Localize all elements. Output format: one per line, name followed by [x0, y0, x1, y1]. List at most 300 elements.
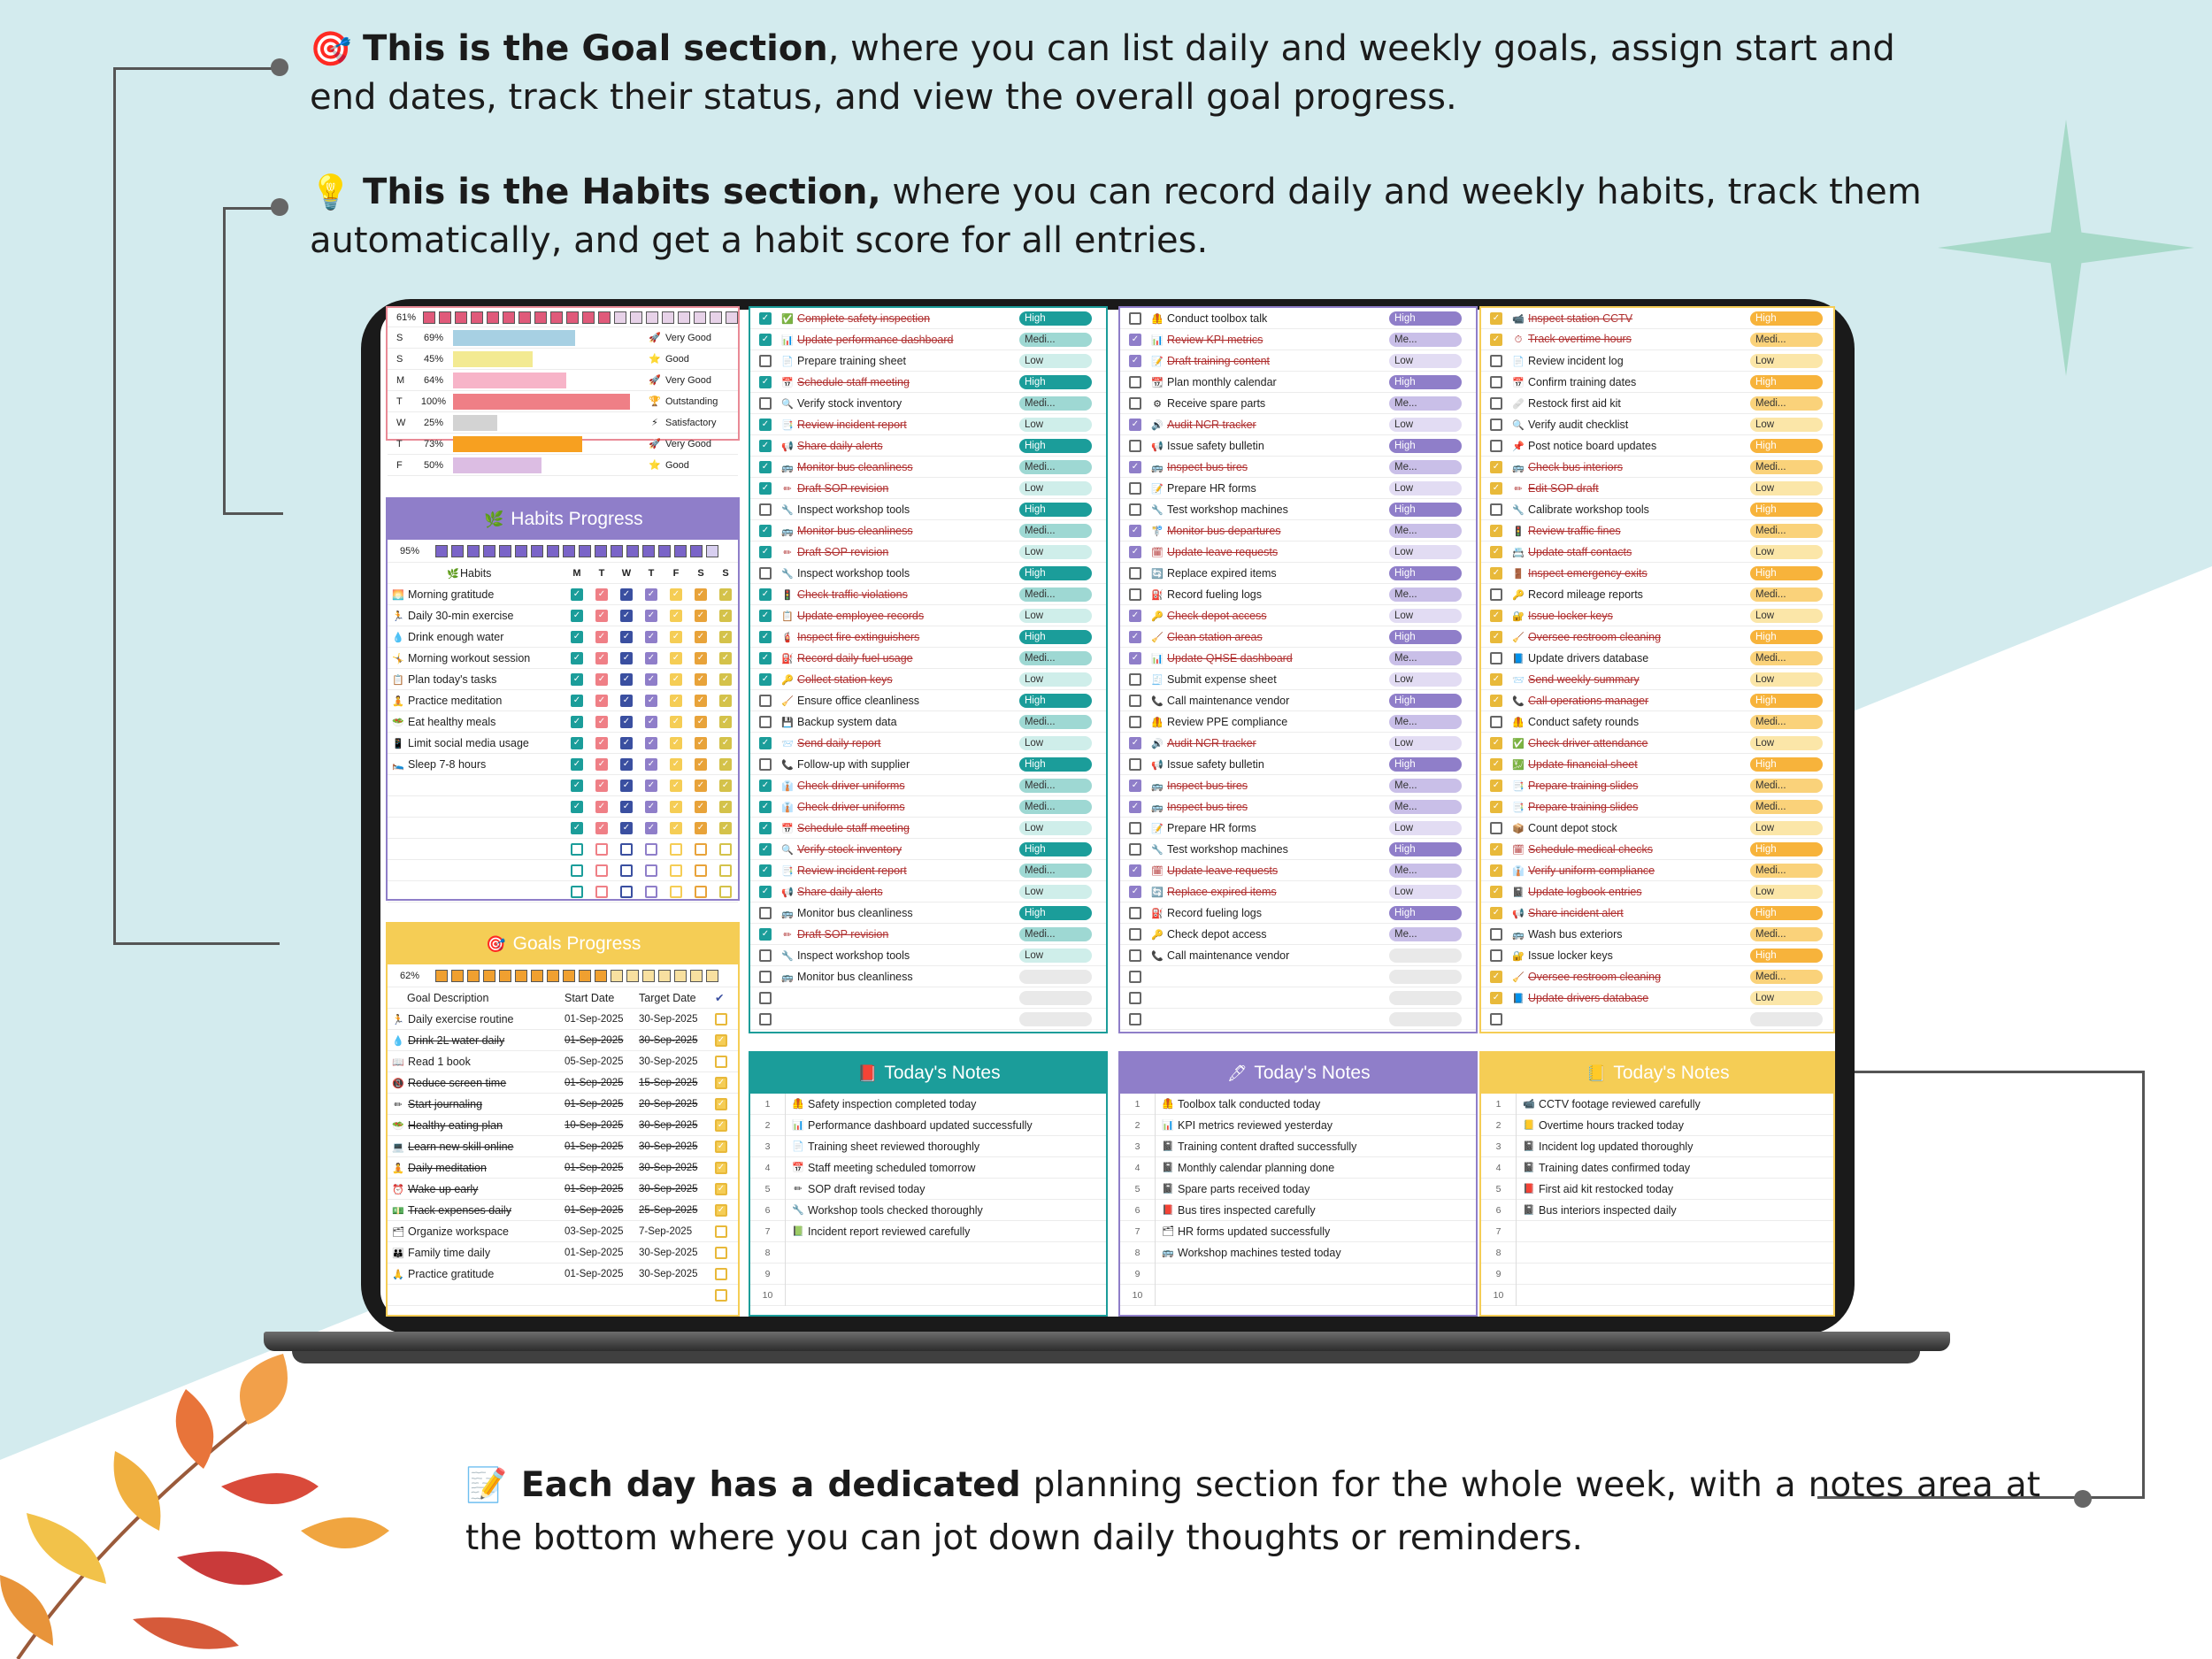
- priority-badge[interactable]: [1750, 736, 1823, 750]
- priority-badge[interactable]: [1750, 885, 1823, 899]
- habit-checkbox[interactable]: ✓: [645, 758, 657, 771]
- priority-badge[interactable]: [1019, 418, 1092, 432]
- task-checkbox[interactable]: ✓: [1490, 482, 1502, 495]
- task-checkbox[interactable]: [1490, 503, 1502, 516]
- priority-badge[interactable]: [1019, 311, 1092, 326]
- priority-badge[interactable]: [1019, 333, 1092, 347]
- priority-badge[interactable]: [1019, 396, 1092, 411]
- task-checkbox[interactable]: ✓: [759, 631, 772, 643]
- task-checkbox[interactable]: [1490, 355, 1502, 367]
- habit-checkbox[interactable]: ✓: [620, 801, 633, 813]
- habit-checkbox[interactable]: ✓: [670, 758, 682, 771]
- goal-checkbox[interactable]: ✓: [715, 1098, 727, 1110]
- task-checkbox[interactable]: ✓: [759, 886, 772, 898]
- habit-checkbox[interactable]: ✓: [571, 737, 583, 749]
- priority-badge[interactable]: [1750, 694, 1823, 708]
- task-checkbox[interactable]: [1129, 758, 1141, 771]
- priority-badge[interactable]: [1019, 970, 1092, 984]
- priority-badge[interactable]: [1389, 991, 1462, 1005]
- note-row[interactable]: [1481, 1242, 1833, 1263]
- priority-badge[interactable]: [1019, 439, 1092, 453]
- task-checkbox[interactable]: ✓: [1490, 312, 1502, 325]
- task-checkbox[interactable]: ✓: [759, 864, 772, 877]
- habit-checkbox[interactable]: ✓: [695, 610, 707, 622]
- task-checkbox[interactable]: ✓: [1490, 971, 1502, 983]
- priority-badge[interactable]: [1750, 524, 1823, 538]
- priority-badge[interactable]: [1019, 991, 1092, 1005]
- note-row[interactable]: [750, 1136, 1106, 1157]
- habit-checkbox[interactable]: ✓: [719, 652, 732, 664]
- priority-badge[interactable]: [1750, 545, 1823, 559]
- priority-badge[interactable]: [1019, 354, 1092, 368]
- priority-badge[interactable]: [1389, 460, 1462, 474]
- habit-checkbox[interactable]: [595, 886, 608, 898]
- task-checkbox[interactable]: [759, 949, 772, 962]
- priority-badge[interactable]: [1389, 396, 1462, 411]
- note-row[interactable]: [750, 1263, 1106, 1285]
- task-checkbox[interactable]: ✓: [759, 928, 772, 941]
- priority-badge[interactable]: [1389, 842, 1462, 856]
- task-checkbox[interactable]: ✓: [759, 525, 772, 537]
- task-checkbox[interactable]: ✓: [1129, 864, 1141, 877]
- priority-badge[interactable]: [1019, 1012, 1092, 1026]
- habit-checkbox[interactable]: ✓: [595, 631, 608, 643]
- task-checkbox[interactable]: ✓: [759, 652, 772, 664]
- priority-badge[interactable]: [1019, 481, 1092, 495]
- habit-checkbox[interactable]: ✓: [719, 588, 732, 601]
- priority-badge[interactable]: [1019, 672, 1092, 687]
- task-checkbox[interactable]: ✓: [759, 673, 772, 686]
- task-checkbox[interactable]: ✓: [1490, 334, 1502, 346]
- habit-checkbox[interactable]: ✓: [695, 737, 707, 749]
- habit-checkbox[interactable]: ✓: [645, 780, 657, 792]
- habit-checkbox[interactable]: ✓: [571, 588, 583, 601]
- habit-checkbox[interactable]: ✓: [620, 695, 633, 707]
- habit-checkbox[interactable]: ✓: [595, 780, 608, 792]
- habit-checkbox[interactable]: [670, 886, 682, 898]
- priority-badge[interactable]: [1750, 333, 1823, 347]
- priority-badge[interactable]: [1019, 651, 1092, 665]
- task-checkbox[interactable]: ✓: [759, 737, 772, 749]
- task-checkbox[interactable]: [1490, 928, 1502, 941]
- priority-badge[interactable]: [1019, 545, 1092, 559]
- priority-badge[interactable]: [1389, 757, 1462, 772]
- task-checkbox[interactable]: [1129, 949, 1141, 962]
- task-checkbox[interactable]: ✓: [759, 482, 772, 495]
- priority-badge[interactable]: [1019, 588, 1092, 602]
- priority-badge[interactable]: [1389, 503, 1462, 517]
- task-checkbox[interactable]: [1129, 928, 1141, 941]
- priority-badge[interactable]: [1019, 800, 1092, 814]
- goal-checkbox[interactable]: ✓: [715, 1034, 727, 1047]
- goal-checkbox[interactable]: ✓: [715, 1077, 727, 1089]
- priority-badge[interactable]: [1389, 694, 1462, 708]
- task-checkbox[interactable]: [759, 355, 772, 367]
- task-checkbox[interactable]: ✓: [1490, 843, 1502, 856]
- habit-checkbox[interactable]: ✓: [645, 588, 657, 601]
- habit-checkbox[interactable]: ✓: [670, 801, 682, 813]
- task-checkbox[interactable]: [1129, 907, 1141, 919]
- habit-checkbox[interactable]: [645, 864, 657, 877]
- task-checkbox[interactable]: [759, 758, 772, 771]
- habit-checkbox[interactable]: ✓: [571, 716, 583, 728]
- note-row[interactable]: [1481, 1179, 1833, 1200]
- task-checkbox[interactable]: [759, 567, 772, 580]
- priority-badge[interactable]: [1019, 842, 1092, 856]
- task-checkbox[interactable]: [1129, 822, 1141, 834]
- habit-checkbox[interactable]: ✓: [595, 758, 608, 771]
- habit-checkbox[interactable]: ✓: [620, 652, 633, 664]
- habit-checkbox[interactable]: ✓: [620, 822, 633, 834]
- habit-checkbox[interactable]: ✓: [670, 737, 682, 749]
- note-row[interactable]: [1481, 1263, 1833, 1285]
- habit-checkbox[interactable]: ✓: [695, 780, 707, 792]
- task-checkbox[interactable]: ✓: [759, 461, 772, 473]
- habit-checkbox[interactable]: ✓: [645, 631, 657, 643]
- task-checkbox[interactable]: ✓: [1490, 801, 1502, 813]
- goal-checkbox[interactable]: ✓: [715, 1204, 727, 1217]
- note-row[interactable]: [1481, 1115, 1833, 1136]
- task-checkbox[interactable]: ✓: [759, 588, 772, 601]
- priority-badge[interactable]: [1389, 779, 1462, 793]
- habit-checkbox[interactable]: ✓: [620, 780, 633, 792]
- task-checkbox[interactable]: ✓: [1129, 419, 1141, 431]
- task-checkbox[interactable]: ✓: [1490, 673, 1502, 686]
- task-checkbox[interactable]: [759, 397, 772, 410]
- habit-checkbox[interactable]: ✓: [695, 673, 707, 686]
- habit-checkbox[interactable]: ✓: [620, 588, 633, 601]
- priority-badge[interactable]: [1389, 481, 1462, 495]
- habit-checkbox[interactable]: ✓: [595, 695, 608, 707]
- habit-checkbox[interactable]: [695, 886, 707, 898]
- priority-badge[interactable]: [1750, 779, 1823, 793]
- habit-checkbox[interactable]: ✓: [571, 652, 583, 664]
- task-checkbox[interactable]: ✓: [1490, 907, 1502, 919]
- habit-checkbox[interactable]: ✓: [620, 631, 633, 643]
- priority-badge[interactable]: [1019, 715, 1092, 729]
- habit-checkbox[interactable]: ✓: [719, 610, 732, 622]
- priority-badge[interactable]: [1750, 396, 1823, 411]
- note-row[interactable]: [750, 1200, 1106, 1221]
- task-checkbox[interactable]: ✓: [1129, 334, 1141, 346]
- habit-checkbox[interactable]: ✓: [571, 822, 583, 834]
- habit-checkbox[interactable]: ✓: [670, 695, 682, 707]
- priority-badge[interactable]: [1750, 503, 1823, 517]
- priority-badge[interactable]: [1019, 757, 1092, 772]
- priority-badge[interactable]: [1019, 524, 1092, 538]
- habit-checkbox[interactable]: [695, 864, 707, 877]
- priority-badge[interactable]: [1019, 375, 1092, 389]
- habit-checkbox[interactable]: [695, 843, 707, 856]
- habit-checkbox[interactable]: ✓: [670, 780, 682, 792]
- task-checkbox[interactable]: ✓: [759, 440, 772, 452]
- habit-checkbox[interactable]: ✓: [695, 822, 707, 834]
- priority-badge[interactable]: [1019, 927, 1092, 941]
- priority-badge[interactable]: [1750, 672, 1823, 687]
- task-checkbox[interactable]: [1490, 652, 1502, 664]
- habit-checkbox[interactable]: [645, 886, 657, 898]
- habit-checkbox[interactable]: ✓: [595, 737, 608, 749]
- habit-checkbox[interactable]: ✓: [645, 695, 657, 707]
- task-checkbox[interactable]: ✓: [1490, 567, 1502, 580]
- task-checkbox[interactable]: ✓: [1129, 546, 1141, 558]
- task-checkbox[interactable]: ✓: [1490, 461, 1502, 473]
- goal-checkbox[interactable]: [715, 1247, 727, 1259]
- task-checkbox[interactable]: ✓: [759, 843, 772, 856]
- priority-badge[interactable]: [1019, 609, 1092, 623]
- habit-checkbox[interactable]: ✓: [719, 780, 732, 792]
- habit-checkbox[interactable]: ✓: [571, 610, 583, 622]
- priority-badge[interactable]: [1019, 779, 1092, 793]
- goal-checkbox[interactable]: [715, 1268, 727, 1280]
- task-checkbox[interactable]: ✓: [1129, 737, 1141, 749]
- priority-badge[interactable]: [1750, 375, 1823, 389]
- task-checkbox[interactable]: ✓: [1490, 886, 1502, 898]
- priority-badge[interactable]: [1389, 715, 1462, 729]
- habit-checkbox[interactable]: ✓: [645, 801, 657, 813]
- task-checkbox[interactable]: [1129, 695, 1141, 707]
- note-row[interactable]: [750, 1221, 1106, 1242]
- habit-checkbox[interactable]: ✓: [571, 758, 583, 771]
- note-row[interactable]: [1481, 1200, 1833, 1221]
- priority-badge[interactable]: [1019, 906, 1092, 920]
- task-checkbox[interactable]: ✓: [759, 546, 772, 558]
- priority-badge[interactable]: [1019, 736, 1092, 750]
- task-checkbox[interactable]: [1129, 971, 1141, 983]
- priority-badge[interactable]: [1750, 757, 1823, 772]
- goal-checkbox[interactable]: [715, 1056, 727, 1068]
- habit-checkbox[interactable]: ✓: [620, 716, 633, 728]
- habit-checkbox[interactable]: ✓: [571, 780, 583, 792]
- task-checkbox[interactable]: ✓: [1129, 355, 1141, 367]
- habit-checkbox[interactable]: ✓: [595, 801, 608, 813]
- task-checkbox[interactable]: ✓: [1490, 546, 1502, 558]
- habit-checkbox[interactable]: ✓: [645, 737, 657, 749]
- note-row[interactable]: [1120, 1242, 1476, 1263]
- task-checkbox[interactable]: ✓: [759, 822, 772, 834]
- habit-checkbox[interactable]: ✓: [620, 673, 633, 686]
- priority-badge[interactable]: [1389, 588, 1462, 602]
- task-checkbox[interactable]: [1129, 716, 1141, 728]
- priority-badge[interactable]: [1750, 715, 1823, 729]
- priority-badge[interactable]: [1389, 566, 1462, 580]
- habit-checkbox[interactable]: [620, 843, 633, 856]
- task-checkbox[interactable]: [1490, 716, 1502, 728]
- priority-badge[interactable]: [1389, 736, 1462, 750]
- goal-checkbox[interactable]: [715, 1013, 727, 1025]
- task-checkbox[interactable]: ✓: [759, 334, 772, 346]
- priority-badge[interactable]: [1389, 333, 1462, 347]
- priority-badge[interactable]: [1750, 821, 1823, 835]
- habit-checkbox[interactable]: ✓: [645, 652, 657, 664]
- habit-checkbox[interactable]: ✓: [620, 610, 633, 622]
- habit-checkbox[interactable]: ✓: [695, 758, 707, 771]
- priority-badge[interactable]: [1389, 545, 1462, 559]
- priority-badge[interactable]: [1389, 885, 1462, 899]
- task-checkbox[interactable]: ✓: [759, 780, 772, 792]
- habit-checkbox[interactable]: ✓: [595, 588, 608, 601]
- task-checkbox[interactable]: [759, 716, 772, 728]
- priority-badge[interactable]: [1389, 864, 1462, 878]
- task-checkbox[interactable]: ✓: [1490, 992, 1502, 1004]
- task-checkbox[interactable]: [1490, 376, 1502, 388]
- habit-checkbox[interactable]: ✓: [645, 716, 657, 728]
- habit-checkbox[interactable]: ✓: [695, 652, 707, 664]
- note-row[interactable]: [1481, 1221, 1833, 1242]
- habit-checkbox[interactable]: ✓: [620, 737, 633, 749]
- note-row[interactable]: [750, 1285, 1106, 1306]
- task-checkbox[interactable]: [1129, 440, 1141, 452]
- task-checkbox[interactable]: [759, 695, 772, 707]
- habit-checkbox[interactable]: ✓: [670, 631, 682, 643]
- habit-checkbox[interactable]: ✓: [719, 758, 732, 771]
- habit-checkbox[interactable]: ✓: [571, 631, 583, 643]
- habit-checkbox[interactable]: ✓: [571, 673, 583, 686]
- priority-badge[interactable]: [1750, 927, 1823, 941]
- habit-checkbox[interactable]: ✓: [695, 716, 707, 728]
- task-checkbox[interactable]: [759, 503, 772, 516]
- task-checkbox[interactable]: ✓: [1129, 652, 1141, 664]
- priority-badge[interactable]: [1750, 842, 1823, 856]
- task-checkbox[interactable]: ✓: [1490, 525, 1502, 537]
- priority-badge[interactable]: [1389, 439, 1462, 453]
- note-row[interactable]: [1120, 1179, 1476, 1200]
- priority-badge[interactable]: [1389, 651, 1462, 665]
- habit-checkbox[interactable]: ✓: [670, 610, 682, 622]
- priority-badge[interactable]: [1389, 949, 1462, 963]
- task-checkbox[interactable]: ✓: [1490, 864, 1502, 877]
- priority-badge[interactable]: [1389, 800, 1462, 814]
- priority-badge[interactable]: [1389, 927, 1462, 941]
- task-checkbox[interactable]: ✓: [1490, 695, 1502, 707]
- task-checkbox[interactable]: [1490, 397, 1502, 410]
- habit-checkbox[interactable]: ✓: [645, 610, 657, 622]
- habit-checkbox[interactable]: ✓: [670, 652, 682, 664]
- priority-badge[interactable]: [1750, 566, 1823, 580]
- priority-badge[interactable]: [1019, 503, 1092, 517]
- priority-badge[interactable]: [1750, 970, 1823, 984]
- note-row[interactable]: [1481, 1285, 1833, 1306]
- task-checkbox[interactable]: ✓: [1490, 758, 1502, 771]
- task-checkbox[interactable]: [1490, 588, 1502, 601]
- priority-badge[interactable]: [1750, 588, 1823, 602]
- habit-checkbox[interactable]: ✓: [719, 673, 732, 686]
- note-row[interactable]: [1120, 1263, 1476, 1285]
- note-row[interactable]: [750, 1115, 1106, 1136]
- task-checkbox[interactable]: ✓: [759, 801, 772, 813]
- note-row[interactable]: [1481, 1094, 1833, 1115]
- task-checkbox[interactable]: ✓: [1490, 631, 1502, 643]
- habit-checkbox[interactable]: [670, 843, 682, 856]
- priority-badge[interactable]: [1750, 651, 1823, 665]
- task-checkbox[interactable]: [1129, 673, 1141, 686]
- priority-badge[interactable]: [1389, 311, 1462, 326]
- habit-checkbox[interactable]: ✓: [719, 822, 732, 834]
- task-checkbox[interactable]: [1490, 419, 1502, 431]
- habit-checkbox[interactable]: ✓: [670, 673, 682, 686]
- priority-badge[interactable]: [1019, 821, 1092, 835]
- task-checkbox[interactable]: ✓: [759, 419, 772, 431]
- habit-checkbox[interactable]: [595, 864, 608, 877]
- priority-badge[interactable]: [1750, 354, 1823, 368]
- note-row[interactable]: [750, 1094, 1106, 1115]
- priority-badge[interactable]: [1750, 609, 1823, 623]
- habit-checkbox[interactable]: ✓: [571, 695, 583, 707]
- task-checkbox[interactable]: [1490, 822, 1502, 834]
- task-checkbox[interactable]: ✓: [1129, 461, 1141, 473]
- priority-badge[interactable]: [1750, 418, 1823, 432]
- priority-badge[interactable]: [1750, 311, 1823, 326]
- task-checkbox[interactable]: ✓: [1490, 610, 1502, 622]
- task-checkbox[interactable]: [1129, 503, 1141, 516]
- priority-badge[interactable]: [1389, 672, 1462, 687]
- habit-checkbox[interactable]: [719, 864, 732, 877]
- task-checkbox[interactable]: ✓: [1490, 780, 1502, 792]
- note-row[interactable]: [750, 1179, 1106, 1200]
- habit-checkbox[interactable]: ✓: [719, 716, 732, 728]
- habit-checkbox[interactable]: ✓: [719, 737, 732, 749]
- task-checkbox[interactable]: [759, 971, 772, 983]
- habit-checkbox[interactable]: ✓: [719, 801, 732, 813]
- habit-checkbox[interactable]: ✓: [719, 695, 732, 707]
- habit-checkbox[interactable]: [620, 864, 633, 877]
- habit-checkbox[interactable]: [719, 843, 732, 856]
- note-row[interactable]: [1120, 1200, 1476, 1221]
- habit-checkbox[interactable]: ✓: [595, 610, 608, 622]
- habit-checkbox[interactable]: ✓: [695, 588, 707, 601]
- habit-checkbox[interactable]: [670, 864, 682, 877]
- priority-badge[interactable]: [1019, 566, 1092, 580]
- priority-badge[interactable]: [1389, 970, 1462, 984]
- task-checkbox[interactable]: ✓: [759, 312, 772, 325]
- priority-badge[interactable]: [1389, 1012, 1462, 1026]
- task-checkbox[interactable]: [1490, 1013, 1502, 1025]
- task-checkbox[interactable]: [1129, 376, 1141, 388]
- habit-checkbox[interactable]: ✓: [670, 822, 682, 834]
- task-checkbox[interactable]: [1129, 588, 1141, 601]
- task-checkbox[interactable]: [1490, 440, 1502, 452]
- note-row[interactable]: [750, 1157, 1106, 1179]
- habit-checkbox[interactable]: ✓: [719, 631, 732, 643]
- priority-badge[interactable]: [1750, 991, 1823, 1005]
- task-checkbox[interactable]: ✓: [1129, 886, 1141, 898]
- note-row[interactable]: [1120, 1136, 1476, 1157]
- habit-checkbox[interactable]: [571, 886, 583, 898]
- priority-badge[interactable]: [1750, 439, 1823, 453]
- habit-checkbox[interactable]: ✓: [595, 673, 608, 686]
- note-row[interactable]: [1481, 1157, 1833, 1179]
- priority-badge[interactable]: [1019, 460, 1092, 474]
- priority-badge[interactable]: [1389, 418, 1462, 432]
- priority-badge[interactable]: [1389, 821, 1462, 835]
- habit-checkbox[interactable]: ✓: [695, 631, 707, 643]
- priority-badge[interactable]: [1389, 630, 1462, 644]
- task-checkbox[interactable]: [759, 907, 772, 919]
- task-checkbox[interactable]: [1129, 1013, 1141, 1025]
- task-checkbox[interactable]: ✓: [1129, 631, 1141, 643]
- habit-checkbox[interactable]: ✓: [645, 673, 657, 686]
- priority-badge[interactable]: [1019, 694, 1092, 708]
- task-checkbox[interactable]: [1129, 482, 1141, 495]
- habit-checkbox[interactable]: [645, 843, 657, 856]
- habit-checkbox[interactable]: ✓: [645, 822, 657, 834]
- task-checkbox[interactable]: [1129, 843, 1141, 856]
- note-row[interactable]: [1120, 1157, 1476, 1179]
- priority-badge[interactable]: [1389, 354, 1462, 368]
- goal-checkbox[interactable]: [715, 1289, 727, 1302]
- task-checkbox[interactable]: [1129, 397, 1141, 410]
- task-checkbox[interactable]: [759, 1013, 772, 1025]
